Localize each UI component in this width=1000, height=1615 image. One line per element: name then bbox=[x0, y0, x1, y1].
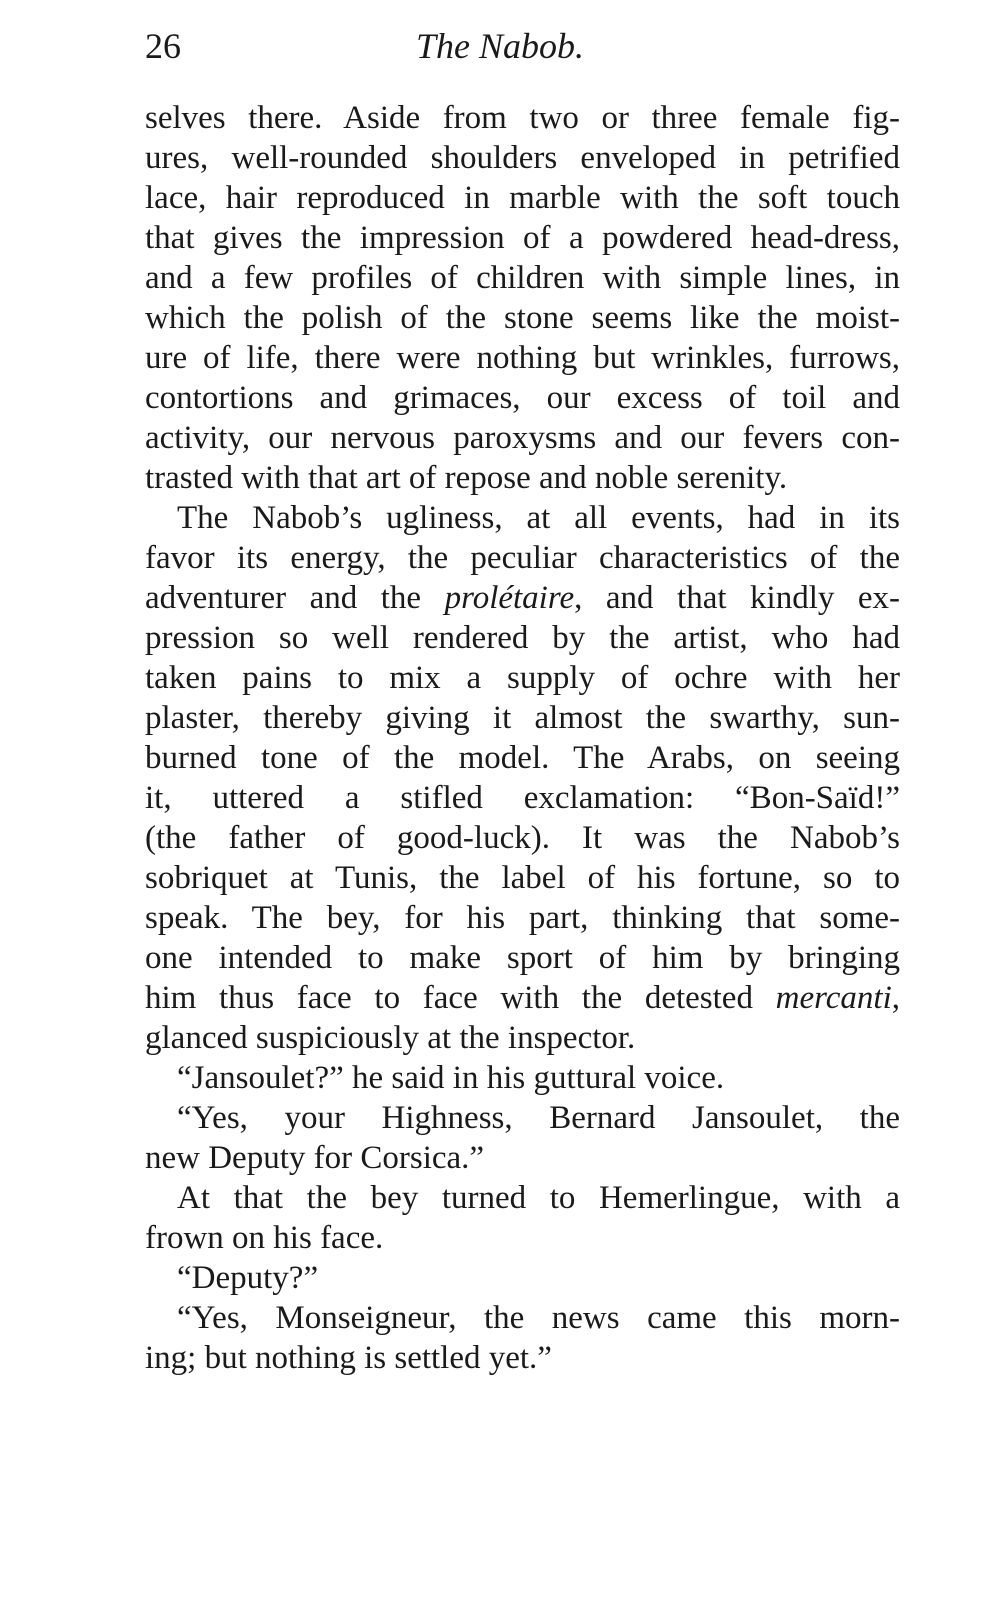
text-line: trasted with that art of repose and noble serenity. bbox=[145, 460, 788, 496]
text-line: “Yes, your Highness, Bernard Jansoulet, the bbox=[177, 1100, 900, 1136]
text-line: speak. The bey, for his part, thinking that some- bbox=[145, 900, 900, 936]
text-line: ures, well-rounded shoulders enveloped in petrified bbox=[145, 140, 900, 176]
text-line: activity, our nervous paroxysms and our fevers con- bbox=[145, 420, 900, 456]
text-line: “Yes, Monseigneur, the news came this morn- bbox=[177, 1300, 900, 1336]
text-run: adventurer and the bbox=[145, 580, 445, 616]
text-line: (the father of good-luck). It was the Nabob’s bbox=[145, 820, 900, 856]
text-line: “Jansoulet?” he said in his guttural voice. bbox=[177, 1060, 725, 1096]
text-line: “Deputy?” bbox=[177, 1260, 319, 1296]
text-line: At that the bey turned to Hemerlingue, with a bbox=[177, 1180, 900, 1216]
text-line: selves there. Aside from two or three female fig- bbox=[145, 100, 900, 136]
text-line: The Nabob’s ugliness, at all events, had in its bbox=[177, 500, 900, 536]
text-line: pression so well rendered by the artist, who had bbox=[145, 620, 900, 656]
text-run: him thus face to face with the detested bbox=[145, 980, 776, 1016]
text-line: glanced suspiciously at the inspector. bbox=[145, 1020, 636, 1056]
text-line: one intended to make sport of him by bringing bbox=[145, 940, 900, 976]
text-line: taken pains to mix a supply of ochre with her bbox=[145, 660, 900, 696]
body-text bbox=[145, 98, 900, 1378]
text-line: plaster, thereby giving it almost the swarthy, sun- bbox=[145, 700, 900, 736]
text-line: favor its energy, the peculiar characteristics of the bbox=[145, 540, 900, 576]
text-line bbox=[145, 978, 900, 1018]
text-line: it, uttered a stifled exclamation: “Bon-Saïd!” bbox=[145, 780, 900, 816]
text-line: burned tone of the model. The Arabs, on seeing bbox=[145, 740, 900, 776]
text-line: ure of life, there were nothing but wrinkles, furrows, bbox=[145, 340, 900, 376]
page-number: 26 bbox=[145, 26, 181, 66]
text-line: and a few profiles of children with simple lines, in bbox=[145, 260, 900, 296]
text-line: frown on his face. bbox=[145, 1220, 384, 1256]
text-line: which the polish of the stone seems like the moist- bbox=[145, 300, 900, 336]
italic-word: prolétaire bbox=[444, 580, 575, 616]
text-line: new Deputy for Corsica.” bbox=[145, 1140, 485, 1176]
italic-word: mercanti bbox=[775, 980, 892, 1016]
text-run: , and that kindly ex- bbox=[574, 580, 900, 616]
text-line: ing; but nothing is settled yet.” bbox=[145, 1340, 552, 1376]
text-line: that gives the impression of a powdered head-dress, bbox=[145, 220, 900, 256]
text-run: , bbox=[891, 980, 900, 1016]
text-line bbox=[145, 578, 900, 618]
text-line: sobriquet at Tunis, the label of his fortune, so to bbox=[145, 860, 900, 896]
text-line: contortions and grimaces, our excess of toil and bbox=[145, 380, 900, 416]
running-head: The Nabob. bbox=[415, 26, 584, 66]
text-line: lace, hair reproduced in marble with the soft touch bbox=[145, 180, 900, 216]
